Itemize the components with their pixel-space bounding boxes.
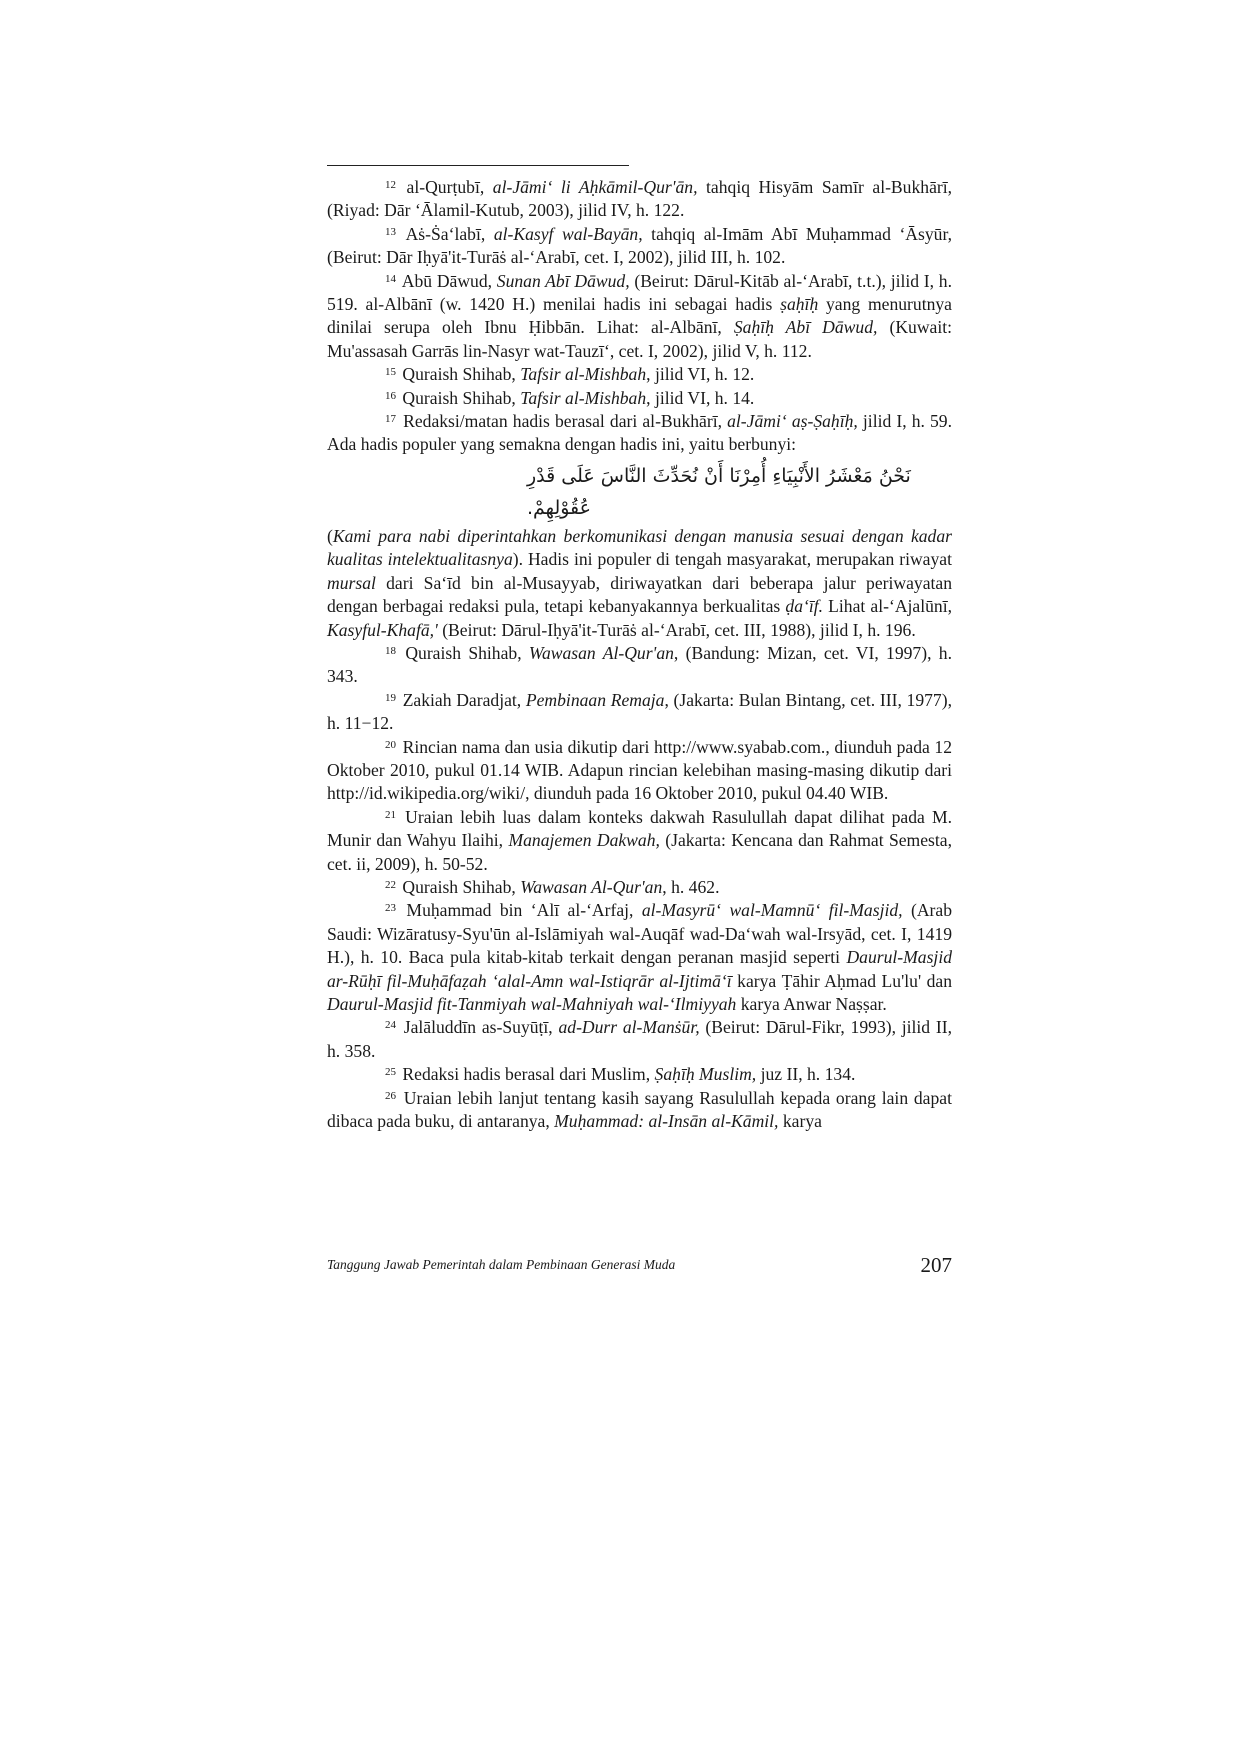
page-footer	[327, 1253, 952, 1281]
footnote-text: al-Qurṭubī,	[406, 177, 493, 197]
footnote-number: 21	[385, 808, 396, 821]
italic-title: Kami para nabi diperintahkan berkomunikasi dengan manusia sesuai dengan kadar kualitas intelektualitasnya	[327, 525, 952, 570]
footnote-text: , (Jakarta: Bulan Bintang, cet. III, 1977), h. 11−12.	[327, 689, 952, 734]
footnote-text: (Arab Saudi: Wizāratusy-Syu'ūn al-Islāmiyah wal-Auqāf wad-Da‘wah wal-Irsyād, cet. I, 1419 H.), h. 10. Baca pula kitab-kitab terkait dengan peranan masjid seperti	[327, 900, 952, 968]
italic-title: Manajemen Dakwah,	[508, 830, 660, 851]
italic-title: Daurul-Masjid fit-Tanmiyah wal-Mahniyah wal-‘Ilmiyyah	[327, 994, 737, 1014]
footnote-text: Uraian lebih luas dalam konteks dakwah Rasulullah dapat dilihat pada M. Munir dan Wahyu Ilaihi,	[327, 806, 952, 851]
footnote-20	[327, 736, 952, 806]
footnote-text: , jilid VI, h. 14.	[646, 387, 755, 408]
footnote-12	[327, 176, 952, 223]
footnote-text: , (Bandung: Mizan, cet. VI, 1997), h. 343.	[327, 642, 952, 687]
footnote-text: Uraian lebih lanjut tentang kasih sayang Rasulullah kepada orang lain dapat dibaca pada buku, di antaranya,	[327, 1087, 952, 1132]
italic-title: Wawasan Al-Qur'an	[520, 876, 663, 897]
italic-title: Ṣaḥīḥ Abī Dāwud,	[733, 317, 878, 338]
footnote-number: 22	[385, 878, 396, 891]
footnote-text: Abū Dāwud,	[401, 270, 497, 291]
italic-title: al-Jāmi‘ aṣ-Ṣaḥīḥ,	[727, 411, 858, 432]
footnote-text: Aṡ-Ṡa‘labī,	[405, 223, 494, 244]
footnote-number: 23	[385, 902, 396, 915]
footnote-24	[327, 1016, 952, 1063]
footnote-number: 17	[385, 413, 396, 426]
page-number: 207	[920, 1253, 952, 1277]
footnote-number: 26	[385, 1089, 396, 1102]
footnote-text: Quraish Shihab,	[402, 364, 521, 385]
footnote-number: 13	[385, 225, 396, 238]
footnotes-block	[327, 176, 952, 1133]
footnote-number: 12	[385, 179, 396, 191]
footnote-text: (Beirut: Dārul-Iḥyā'it-Turāṡ al-‘Arabī, cet. III, 1988), jilid I, h. 196.	[437, 619, 916, 640]
footnote-text: Quraish Shihab,	[402, 387, 521, 408]
footnote-text: jilid I, h. 59. Ada hadis populer yang semakna dengan hadis ini, yaitu berbunyi:	[327, 411, 953, 455]
footnote-text: (	[327, 525, 333, 546]
footnote-number: 19	[385, 691, 396, 704]
footnote-text: Lihat al-‘Ajalūnī,	[823, 596, 953, 617]
footnote-number: 15	[385, 366, 396, 379]
footnote-text: , h. 462.	[662, 876, 720, 897]
italic-title: al-Kasyf wal-Bayān,	[493, 223, 643, 244]
footnote-19	[327, 689, 952, 736]
italic-title: Tafsir al-Mishbah	[520, 364, 647, 385]
footnote-22	[327, 876, 952, 899]
italic-title: al-Jāmi‘ li Aḥkāmil-Qur'ān,	[492, 177, 698, 197]
footnote-number: 16	[385, 389, 396, 402]
footnote-text: (Beirut: Dārul-Fikr, 1993), jilid II, h. 358.	[327, 1017, 952, 1061]
footnote-text: (Jakarta: Kencana dan Rahmat Semesta, cet. ii, 2009), h. 50-52.	[327, 830, 952, 874]
footnote-14	[327, 270, 952, 364]
running-title: Tanggung Jawab Pemerintah dalam Pembinaan Generasi Muda	[327, 1257, 676, 1272]
italic-title: Kasyful-Khafā,'	[327, 619, 438, 640]
arabic-hadith-text: نَحْنُ مَعْشَرُ الأَنْبِيَاءِ أُمِرْنَا أَنْ نُحَدِّثَ النَّاسَ عَلَى قَدْرِ عُقُوْلِهِمْ.	[527, 464, 911, 519]
footnote-number: 24	[385, 1019, 396, 1032]
italic-title: ṣaḥīḥ	[780, 294, 819, 315]
footnote-text: Quraish Shihab,	[405, 642, 529, 663]
footnote-text: Zakiah Daradjat,	[402, 689, 526, 710]
footnote-text: karya Ṭāhir Aḥmad Lu'lu' dan	[731, 970, 952, 991]
footnote-15	[327, 363, 952, 386]
footnote-text: (Kuwait: Mu'assasah Garrās lin-Nasyr wat-Tauzī‘, cet. I, 2002), jilid V, h. 112.	[327, 317, 953, 361]
footnote-number: 25	[385, 1066, 396, 1079]
footnote-16	[327, 387, 952, 410]
italic-title: al-Masyrū‘ wal-Mamnū‘ fil-Masjid,	[641, 900, 903, 921]
footnote-separator	[327, 165, 629, 166]
footnote-text: Rincian nama dan usia dikutip dari http://www.syabab.com., diunduh pada 12 Oktober 2010, pukul 01.14 WIB. Adapun rincian kelebihan masing-masing dikutip dari http://id.wikipedia.org/wiki/, diunduh pada 16 Oktober 2010, pukul 04.40 WIB.	[327, 736, 952, 804]
footnote-23	[327, 899, 952, 1016]
footnote-17-continuation	[327, 525, 952, 642]
footnote-number: 18	[385, 644, 396, 657]
italic-title: Ṣaḥīḥ Muslim,	[654, 1064, 757, 1085]
italic-title: Pembinaan Remaja	[525, 689, 665, 710]
footnote-text: juz II, h. 134.	[756, 1064, 856, 1085]
italic-title: Wawasan Al-Qur'an	[528, 642, 674, 663]
italic-title: mursal	[327, 572, 376, 593]
footnote-text: tahqiq Hisyām Samīr al-Bukhārī, (Riyad: Dār ‘Ālamil-Kutub, 2003), jilid IV, h. 122.	[327, 177, 953, 221]
footnote-text: (Beirut: Dārul-Kitāb al-‘Arabī, t.t.), jilid I, h. 519. al-Albānī (w. 1420 H.) menilai hadis ini sebagai hadis	[327, 270, 953, 315]
footnote-text: Muḥammad bin ‘Alī al-‘Arfaj,	[406, 900, 642, 921]
italic-title: Tafsir al-Mishbah	[520, 387, 647, 408]
italic-title: Sunan Abī Dāwud,	[496, 270, 630, 291]
footnote-13	[327, 223, 952, 270]
footnote-text: Quraish Shihab,	[402, 876, 521, 897]
italic-title: Muḥammad: al-Insān al-Kāmil,	[554, 1111, 779, 1132]
italic-title: ad-Durr al-Manṡūr,	[558, 1017, 700, 1038]
footnote-26	[327, 1087, 952, 1134]
footnote-text: karya Anwar Naṣṣar.	[736, 994, 887, 1014]
italic-title: Daurul-Masjid ar-Rūḥī fil-Muḥāfaẓah ‘alal-Amn wal-Istiqrār al-Ijtimā‘ī	[327, 947, 952, 991]
footnote-text: Redaksi/matan hadis berasal dari al-Bukhārī,	[403, 411, 728, 432]
footnote-25	[327, 1063, 952, 1086]
footnote-18	[327, 642, 952, 689]
italic-title: ḍa‘īf.	[785, 596, 824, 617]
footnote-text: Jalāluddīn as-Suyūṭī,	[403, 1017, 559, 1038]
footnote-text: , jilid VI, h. 12.	[646, 364, 755, 385]
footnote-text: Redaksi hadis berasal dari Muslim,	[402, 1064, 655, 1085]
footnote-number: 14	[385, 272, 396, 285]
footnote-text: tahqiq al-Imām Abī Muḥammad ‘Āsyūr, (Beirut: Dār Iḥyā'it-Turāṡ al-‘Arabī, cet. I, 2002), jilid III, h. 102.	[327, 223, 952, 268]
footnote-17	[327, 410, 952, 457]
footnote-number: 20	[385, 738, 396, 751]
footnote-text: ). Hadis ini populer di tengah masyarakat, merupakan riwayat	[512, 549, 952, 570]
footnote-text: dari Sa‘īd bin al-Musayyab, diriwayatkan dari beberapa jalur periwayatan dengan berbagai redaksi pula, tetapi kebanyakannya berkualitas	[327, 572, 952, 617]
footnote-text: yang menurutnya dinilai serupa oleh Ibnu Ḥibbān. Lihat: al-Albānī,	[327, 294, 952, 338]
footnote-text: karya	[778, 1111, 822, 1132]
footnote-21	[327, 806, 952, 876]
